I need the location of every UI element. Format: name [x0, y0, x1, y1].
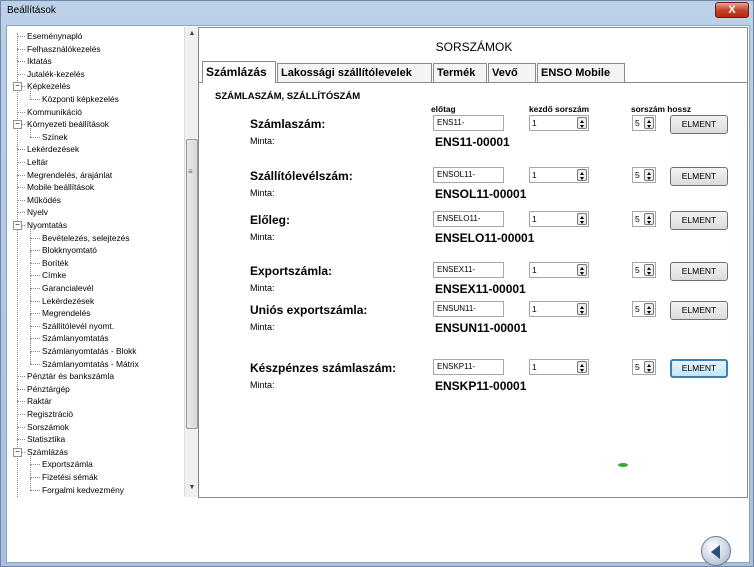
tree-item[interactable]: Működés	[27, 194, 61, 205]
tree-connector	[17, 74, 25, 75]
tree-scrollbar[interactable]	[184, 27, 198, 497]
tree-branch-line	[30, 301, 31, 314]
tree-connector	[30, 351, 40, 352]
tree-item[interactable]: Pénztárgép	[27, 383, 70, 394]
start-value: 1	[532, 362, 537, 372]
tree-item[interactable]: Számlanyomtatás	[42, 333, 109, 344]
col-length-header: sorszám hossz	[631, 104, 692, 114]
tree-connector	[17, 401, 25, 402]
sample-value: ENSKP11-00001	[435, 379, 527, 393]
spin-arrows-icon[interactable]	[644, 169, 654, 181]
tree-branch-line	[30, 314, 31, 327]
tree-branch-line	[30, 478, 31, 491]
tree-item[interactable]: Sorszámok	[27, 421, 69, 432]
tree-branch-line	[30, 276, 31, 289]
sample-value: ENSUN11-00001	[435, 321, 528, 335]
tree-branch-line	[30, 87, 31, 100]
sample-value: ENSOL11-00001	[435, 187, 527, 201]
tree-item[interactable]: Garancialevél	[42, 283, 94, 293]
tree-connector	[17, 439, 25, 440]
row-label: Készpénzes számlaszám:	[250, 361, 397, 375]
tree-item[interactable]: Pénztár és bankszámla	[27, 371, 115, 382]
prefix-field[interactable]: ENSEX11-	[433, 262, 504, 278]
start-value: 1	[532, 118, 537, 128]
length-value: 5	[635, 118, 640, 128]
tree-item[interactable]: Fizetési sémák	[42, 472, 98, 482]
length-value: 5	[635, 170, 640, 180]
tree-item[interactable]: Blokknyomtató	[42, 245, 97, 256]
tree-connector	[17, 149, 25, 150]
tree-branch-line	[30, 263, 31, 276]
start-value: 1	[532, 304, 537, 314]
tree-item[interactable]: Statisztika	[27, 434, 66, 445]
length-stepper[interactable]	[632, 301, 656, 317]
tree-item[interactable]: Szállítólevél nyomt.	[42, 320, 115, 331]
title-bar	[1, 1, 753, 23]
tree-item[interactable]: Megrendelés, árajánlat	[27, 169, 113, 180]
tree-connector	[30, 250, 40, 251]
row-label: Szállítólevélszám:	[250, 169, 353, 183]
tree-connector	[17, 389, 25, 390]
spin-arrows-icon[interactable]	[577, 169, 587, 181]
sample-value: ENS11-00001	[435, 135, 510, 149]
collapse-icon[interactable]: −	[13, 448, 22, 457]
spin-arrows-icon[interactable]	[577, 264, 587, 276]
length-stepper[interactable]	[632, 115, 656, 131]
tree-item[interactable]: Címke	[42, 270, 67, 281]
tab-szamlazas[interactable]: Számlázás	[202, 61, 276, 83]
start-value: 1	[532, 265, 537, 275]
spin-arrows-icon[interactable]	[644, 303, 654, 315]
close-button[interactable]: X	[715, 2, 749, 18]
tab-termek[interactable]: Termék	[433, 63, 487, 83]
tree-branch-line	[30, 238, 31, 251]
tree-connector	[17, 427, 25, 428]
tab-lakossagi[interactable]: Lakossági szállítólevelek	[277, 63, 432, 83]
row-label: Számlaszám:	[250, 117, 326, 131]
tree-branch-line	[30, 125, 31, 138]
minta-label: Minta:	[250, 232, 275, 242]
tree-item[interactable]: Számlázás	[27, 446, 68, 457]
sample-value: ENSELO11-00001	[435, 231, 535, 245]
spin-arrows-icon[interactable]	[644, 361, 654, 373]
length-value: 5	[635, 265, 640, 275]
tree-connector	[30, 275, 40, 276]
tree-item[interactable]: Nyelv	[27, 207, 48, 218]
tree-item[interactable]: Bevételezés, selejtezés	[42, 232, 130, 243]
tree-connector	[30, 490, 40, 491]
tree-item[interactable]: Központi képkezelés	[42, 94, 119, 104]
start-stepper[interactable]	[529, 359, 589, 375]
tree-branch-line	[30, 226, 31, 239]
prefix-field[interactable]: ENSOL11-	[433, 167, 504, 183]
tree-item[interactable]: Nyomtatás	[27, 220, 68, 230]
start-stepper[interactable]	[529, 115, 589, 131]
prefix-field[interactable]: ENSKP11-	[433, 359, 504, 375]
col-start-header: kezdő sorszám	[529, 104, 590, 114]
collapse-icon[interactable]: −	[13, 82, 22, 91]
tree-connector	[17, 112, 25, 113]
spin-arrows-icon[interactable]	[644, 213, 654, 225]
tree-item[interactable]: Lekérdezések	[27, 144, 80, 155]
start-value: 1	[532, 214, 537, 224]
col-prefix-header: előtag	[431, 104, 456, 114]
spin-arrows-icon[interactable]	[644, 117, 654, 129]
start-stepper[interactable]	[529, 301, 589, 317]
divider	[198, 497, 748, 498]
tree-connector	[30, 99, 40, 100]
tree-branch-line	[30, 326, 31, 339]
collapse-icon[interactable]: −	[13, 221, 22, 230]
tree-item[interactable]: Megrendelés	[42, 308, 91, 319]
length-stepper[interactable]	[632, 262, 656, 278]
tree-connector	[30, 238, 40, 239]
scroll-thumb[interactable]	[186, 139, 198, 429]
sample-value: ENSEX11-00001	[435, 282, 526, 296]
window-title: Beállítások	[7, 5, 56, 16]
spin-arrows-icon[interactable]	[577, 303, 587, 315]
tree-item[interactable]: Számlanyomtatás - Blokk	[42, 346, 137, 356]
start-value: 1	[532, 170, 537, 180]
save-button[interactable]: ELMENT	[670, 359, 728, 378]
tree-item[interactable]: Jutalék-kezelés	[27, 68, 85, 79]
save-button[interactable]: ELMENT	[670, 167, 728, 186]
tree-connector	[30, 313, 40, 314]
tree-connector	[30, 301, 40, 302]
prefix-field[interactable]: ENSELO11-	[433, 211, 504, 227]
tree-branch-line	[30, 339, 31, 352]
length-stepper[interactable]	[632, 359, 656, 375]
tree-connector	[30, 464, 40, 465]
tree-item[interactable]: Környezeti beállítások	[27, 119, 109, 130]
scroll-up-icon[interactable]: ▲	[188, 30, 196, 37]
tree-item[interactable]: Eseménynapló	[27, 31, 83, 41]
tree-connector	[17, 187, 25, 188]
tree-connector	[17, 200, 25, 201]
spin-arrows-icon[interactable]	[577, 213, 587, 225]
tree-item[interactable]: Leltár	[27, 157, 48, 167]
save-button[interactable]: ELMENT	[670, 211, 728, 230]
tree-connector	[30, 364, 40, 365]
spin-arrows-icon[interactable]	[644, 264, 654, 276]
tree-item[interactable]: Forgalmi kedvezmény	[42, 484, 124, 495]
tree-item[interactable]: Lekérdezések	[42, 295, 95, 306]
tree-item[interactable]: Boríték	[42, 257, 69, 268]
length-value: 5	[635, 304, 640, 314]
tree-item[interactable]: Regisztráció	[27, 409, 74, 419]
collapse-icon[interactable]: −	[13, 120, 22, 129]
tree-connector	[17, 376, 25, 377]
tree-connector	[30, 338, 40, 339]
tree-item[interactable]: Raktár	[27, 396, 52, 407]
start-stepper[interactable]	[529, 167, 589, 183]
tree-item[interactable]: Számlanyomtatás - Mátrix	[42, 358, 139, 369]
sequence-panel	[198, 27, 748, 498]
start-stepper[interactable]	[529, 211, 589, 227]
client-area	[6, 25, 750, 563]
tree-connector	[30, 288, 40, 289]
tree-branch-line	[30, 289, 31, 302]
tree-branch-line	[30, 352, 31, 365]
save-button[interactable]: ELMENT	[670, 115, 728, 134]
row-label: Uniós exportszámla:	[250, 303, 368, 317]
minta-label: Minta:	[250, 188, 275, 198]
minta-label: Minta:	[250, 136, 275, 146]
tree-connector	[17, 36, 25, 37]
save-button[interactable]: ELMENT	[670, 262, 728, 281]
minta-label: Minta:	[250, 283, 275, 293]
spin-arrows-icon[interactable]	[577, 117, 587, 129]
save-button[interactable]: ELMENT	[670, 301, 728, 320]
tree-connector	[30, 326, 40, 327]
tree-branch-line	[30, 452, 31, 465]
tree-item[interactable]: Képkezelés	[27, 81, 71, 92]
tree-connector	[17, 212, 25, 213]
back-button[interactable]	[701, 536, 731, 566]
spin-arrows-icon[interactable]	[577, 361, 587, 373]
minta-label: Minta:	[250, 380, 275, 390]
tree-connector	[17, 175, 25, 176]
tree-item[interactable]: Exportszámla	[42, 459, 93, 470]
grip-icon: ≡	[188, 167, 193, 176]
length-value: 5	[635, 214, 640, 224]
tree-item[interactable]: Felhasználókezelés	[27, 43, 101, 54]
row-label: Előleg:	[250, 213, 291, 227]
settings-tree	[8, 27, 196, 497]
tree-connector	[30, 137, 40, 138]
tree-branch-line	[30, 251, 31, 264]
tree-item[interactable]: Kommunikáció	[27, 106, 82, 117]
section-title: SZÁMLASZÁM, SZÁLLÍTÓSZÁM	[215, 91, 361, 102]
length-stepper[interactable]	[632, 167, 656, 183]
tree-item[interactable]: Mobile beállítások	[27, 182, 95, 193]
tab-enso-mobile[interactable]: ENSO Mobile	[537, 63, 625, 83]
minta-label: Minta:	[250, 322, 275, 332]
tree-connector	[17, 61, 25, 62]
tree-connector	[17, 162, 25, 163]
length-value: 5	[635, 362, 640, 372]
start-stepper[interactable]	[529, 262, 589, 278]
prefix-field[interactable]: ENS11-	[433, 115, 504, 131]
scroll-down-icon[interactable]: ▼	[188, 484, 196, 491]
tree-branch-line	[30, 465, 31, 478]
tree-connector	[17, 49, 25, 50]
row-label: Exportszámla:	[250, 264, 333, 278]
globe-icon[interactable]	[616, 458, 630, 472]
tab-vevo[interactable]: Vevő	[488, 63, 536, 83]
tree-connector	[17, 414, 25, 415]
tree-connector	[30, 477, 40, 478]
panel-title: SORSZÁMOK	[435, 40, 513, 54]
tree-item[interactable]: Színek	[42, 131, 68, 142]
tree-connector	[30, 263, 40, 264]
length-stepper[interactable]	[632, 211, 656, 227]
tree-item[interactable]: Iktatás	[27, 56, 52, 67]
prefix-field[interactable]: ENSUN11-	[433, 301, 504, 317]
